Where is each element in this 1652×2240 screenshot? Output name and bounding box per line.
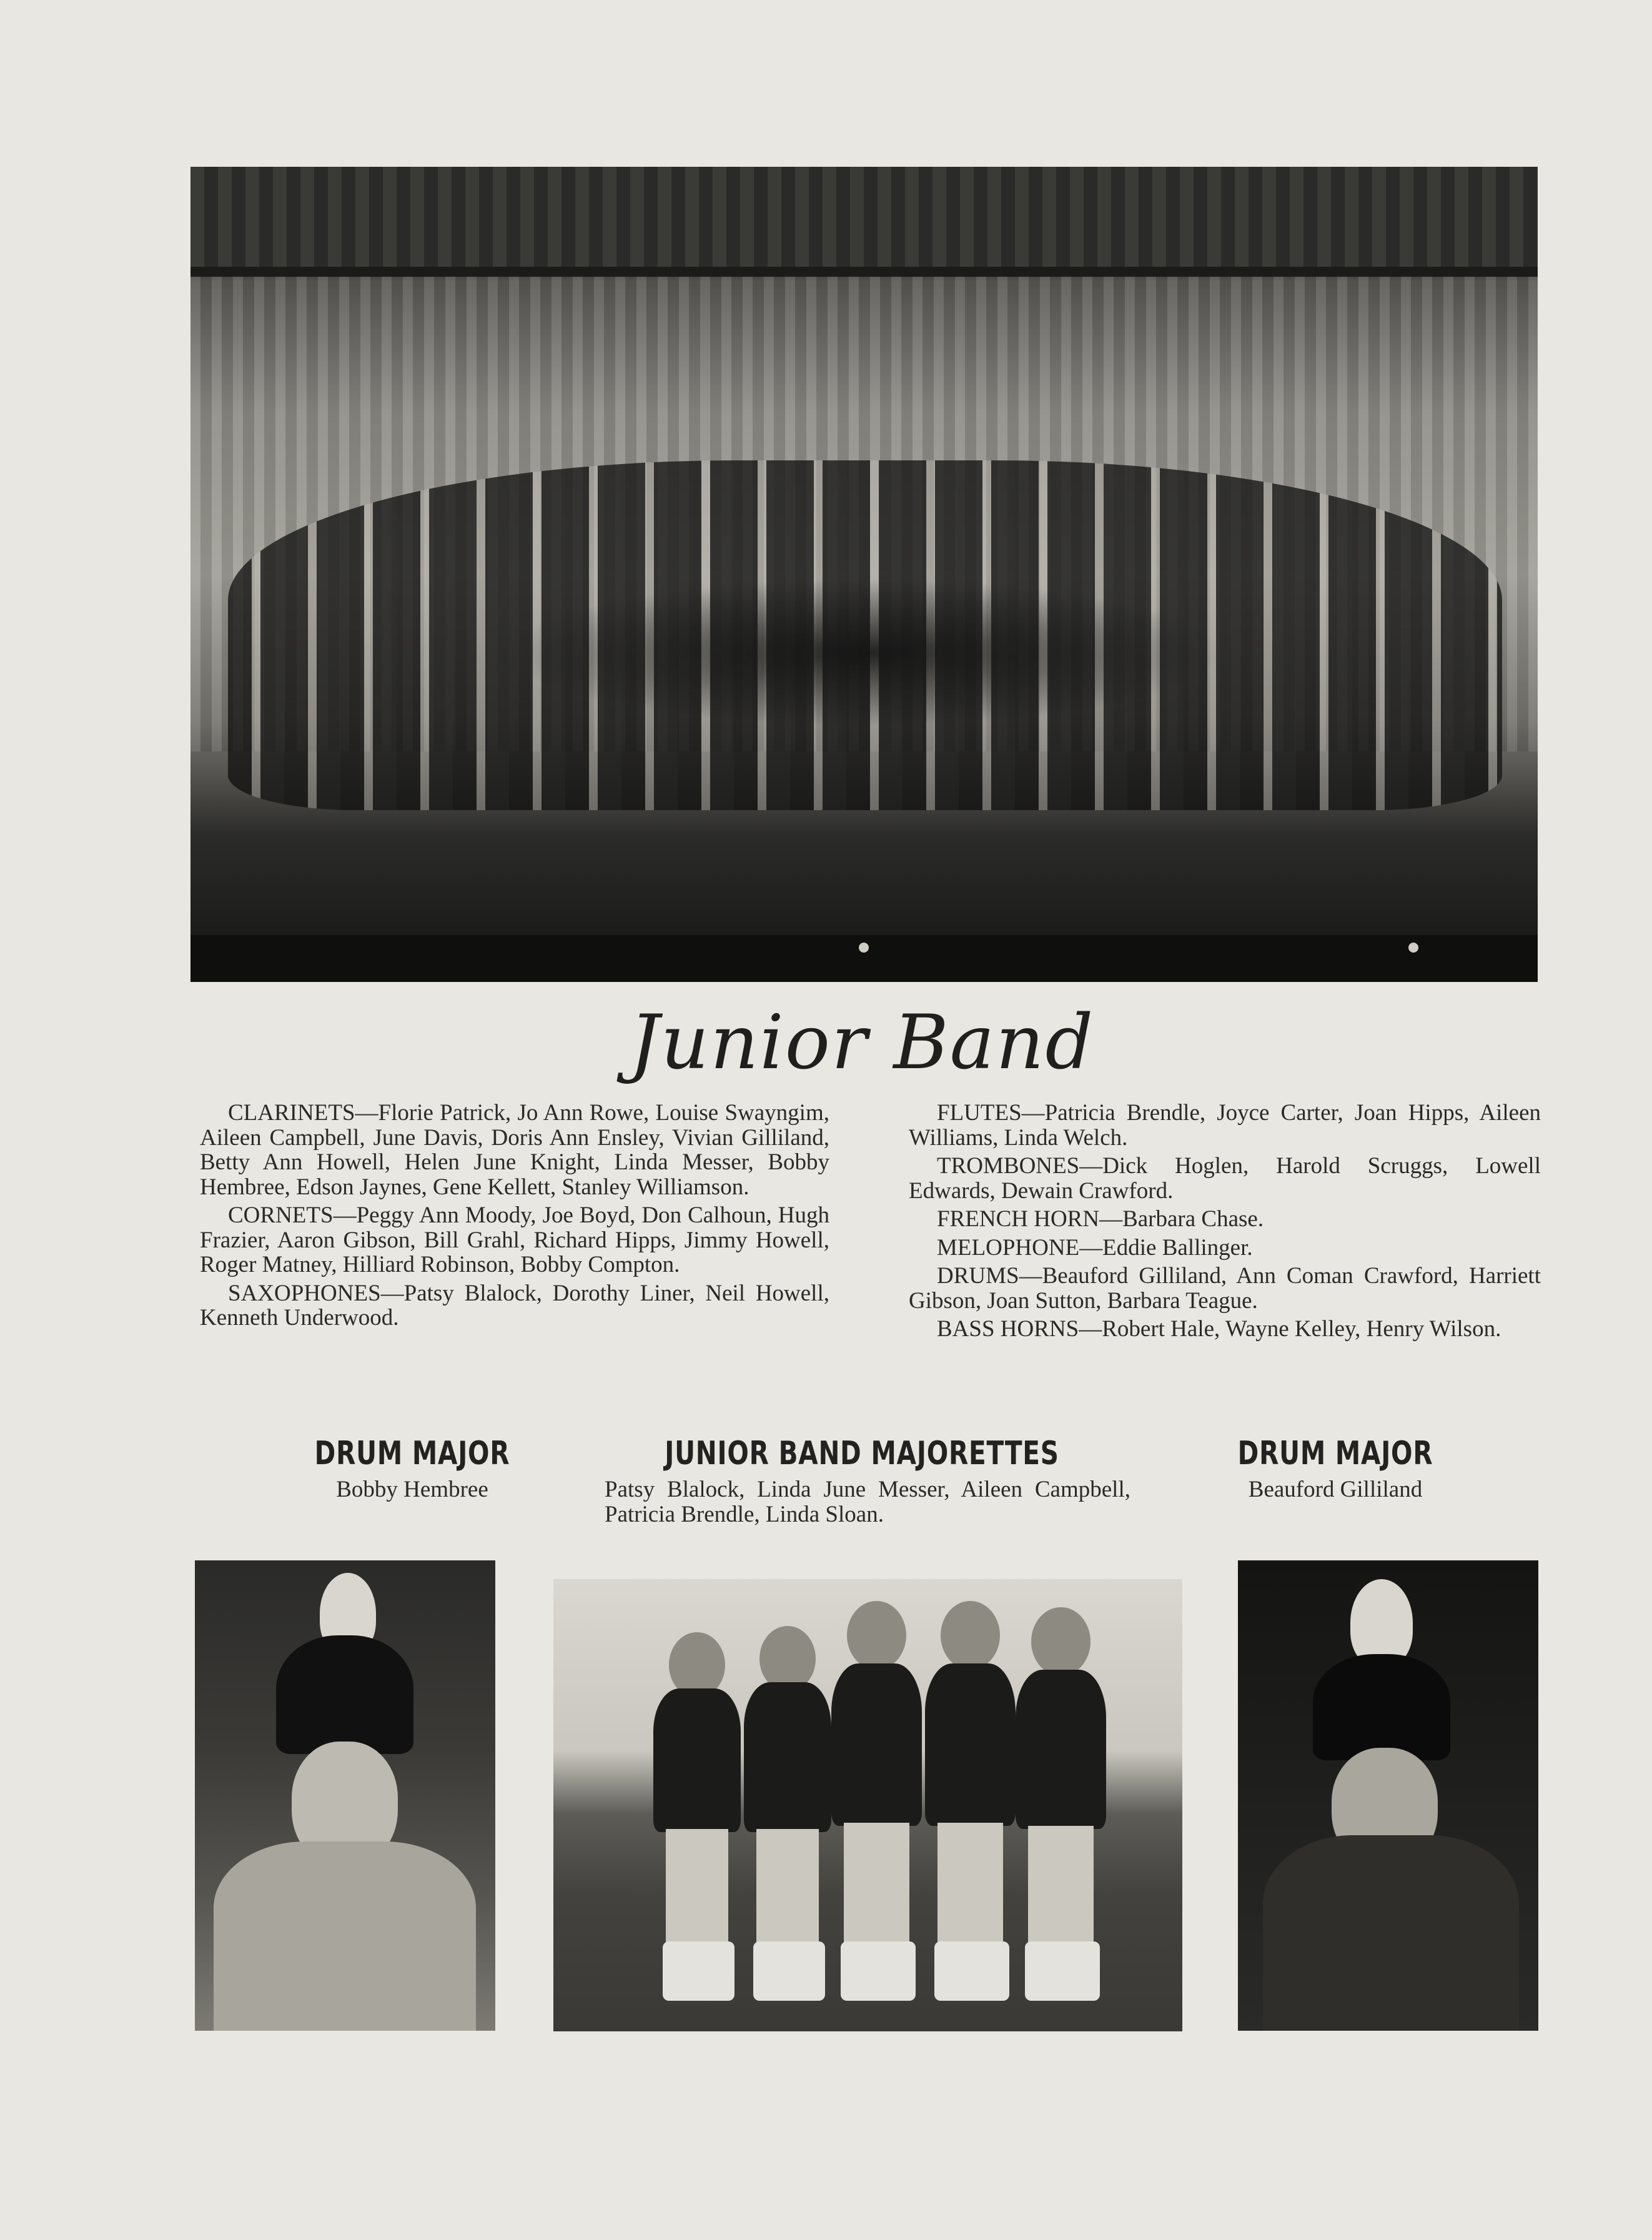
- roster-trombones: TROMBONES—Dick Hoglen, Harold Scruggs, Lowell Edwards, Dewain Crawford.: [909, 1153, 1541, 1204]
- majorette-boots: [663, 1941, 734, 2001]
- majorette-figure: [744, 1682, 831, 1832]
- majorette-boots: [1025, 1941, 1100, 2001]
- roster-saxophones: SAXOPHONES—Patsy Blalock, Dorothy Liner, Neil Howell, Kenneth Underwood.: [200, 1280, 829, 1331]
- majorette-boots: [753, 1941, 825, 2001]
- majorette-head: [847, 1601, 906, 1670]
- roster-french-horn: FRENCH HORN—Barbara Chase.: [937, 1206, 1264, 1232]
- roster-right-column: [909, 1101, 1541, 1345]
- roster-left-column: [200, 1101, 829, 1334]
- majorette-legs: [756, 1829, 819, 1948]
- shako-hat-icon: [1313, 1654, 1450, 1760]
- roster-melophone: MELOPHONE—Eddie Ballinger.: [937, 1234, 1253, 1261]
- majorette-head: [1031, 1607, 1091, 1676]
- roster-cornets: CORNETS—Peggy Ann Moody, Joe Boyd, Don Calhoun, Hugh Frazier, Aaron Gibson, Bill Grahl, Richard Hipps, Jimmy Howell, Roger Matney, Hilliard Robinson, Bobby Compton.: [200, 1202, 829, 1277]
- stage-light-icon: [1408, 943, 1418, 953]
- uniform-coat: [214, 1841, 476, 2031]
- majorette-legs: [844, 1823, 909, 1948]
- junior-band-photo: [190, 167, 1538, 982]
- majorettes-heading: JUNIOR BAND MAJORETTES: [665, 1435, 1059, 1472]
- uniform-coat: [1263, 1835, 1519, 2031]
- stage-light-icon: [859, 943, 869, 953]
- majorette-figure: [653, 1688, 741, 1832]
- majorette-boots: [934, 1941, 1009, 2001]
- majorettes-names: Patsy Blalock, Linda June Messer, Aileen Campbell, Patricia Brendle, Linda Sloan.: [605, 1477, 1130, 1527]
- majorette-legs: [1028, 1826, 1094, 1948]
- drum-major-left-heading: DRUM MAJOR: [314, 1435, 510, 1472]
- valance-edge: [190, 267, 1538, 277]
- roster-clarinets: CLARINETS—Florie Patrick, Jo Ann Rowe, Louise Swayngim, Aileen Campbell, June Davis, Doris Ann Ensley, Vivian Gilliland, Betty Ann Howell, Helen June Knight, Linda Messer, Bobby Hembree, Edson Jaynes, Gene Kellett, Stanley Williamson.: [200, 1100, 829, 1200]
- shako-hat-icon: [276, 1635, 413, 1754]
- majorette-boots: [841, 1941, 916, 2001]
- majorette-legs: [666, 1829, 728, 1948]
- drum-major-left-name: Bobby Hembree: [336, 1477, 488, 1502]
- drum-major-right-portrait: [1238, 1560, 1538, 2031]
- roster-bass-horns: BASS HORNS—Robert Hale, Wayne Kelley, Henry Wilson.: [937, 1316, 1501, 1342]
- drum-major-right-heading: DRUM MAJOR: [1237, 1435, 1433, 1472]
- majorette-head: [941, 1601, 1000, 1670]
- majorette-figure: [1016, 1670, 1106, 1829]
- page-title: Junior Band: [629, 999, 1095, 1086]
- stage-valance: [190, 167, 1538, 273]
- majorette-figure: [925, 1663, 1016, 1826]
- majorettes-photo: [553, 1579, 1182, 2031]
- plume-icon: [1350, 1579, 1413, 1667]
- majorette-legs: [937, 1823, 1003, 1948]
- majorette-figure: [831, 1663, 922, 1826]
- roster-drums: DRUMS—Beauford Gilliland, Ann Coman Crawford, Harriett Gibson, Joan Sutton, Barbara Teague.: [909, 1263, 1541, 1314]
- band-members-group: [228, 460, 1502, 810]
- drum-major-right-name: Beauford Gilliland: [1248, 1477, 1423, 1502]
- roster-flutes: FLUTES—Patricia Brendle, Joyce Carter, Joan Hipps, Aileen Williams, Linda Welch.: [909, 1100, 1541, 1151]
- drum-major-left-portrait: [195, 1560, 495, 2031]
